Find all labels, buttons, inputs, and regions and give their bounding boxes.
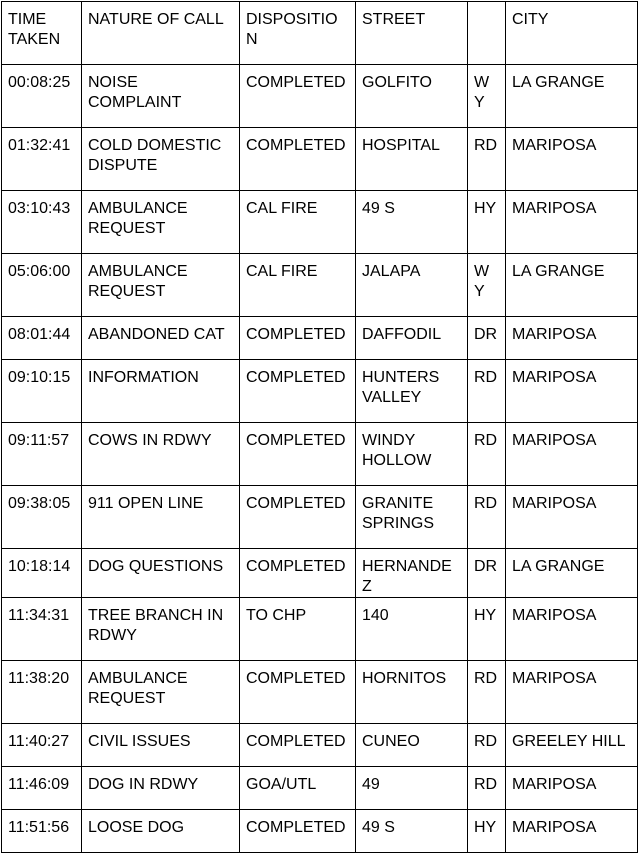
time-cell: 09:11:57 xyxy=(2,423,82,486)
street-cell: HORNITOS xyxy=(356,661,468,724)
disposition-cell: COMPLETED xyxy=(240,549,356,598)
time-cell: 05:06:00 xyxy=(2,254,82,317)
table-row xyxy=(2,661,638,724)
table-row xyxy=(2,767,638,810)
nature-cell: DOG IN RDWY xyxy=(82,767,240,810)
time-cell: 09:10:15 xyxy=(2,360,82,423)
header-city: CITY xyxy=(506,2,638,65)
disposition-cell: CAL FIRE xyxy=(240,191,356,254)
suffix-cell: RD xyxy=(468,661,506,724)
city-cell: GREELEY HILL xyxy=(506,724,638,767)
nature-cell: AMBULANCE REQUEST xyxy=(82,661,240,724)
header-nature: NATURE OF CALL xyxy=(82,2,240,65)
header-disposition: DISPOSITION xyxy=(240,2,356,65)
nature-cell: AMBULANCE REQUEST xyxy=(82,254,240,317)
suffix-cell: RD xyxy=(468,724,506,767)
nature-cell: NOISE COMPLAINT xyxy=(82,65,240,128)
nature-cell: COWS IN RDWY xyxy=(82,423,240,486)
disposition-cell: COMPLETED xyxy=(240,317,356,360)
table-row xyxy=(2,486,638,549)
suffix-cell: DR xyxy=(468,317,506,360)
time-cell: 11:34:31 xyxy=(2,598,82,661)
nature-cell: AMBULANCE REQUEST xyxy=(82,191,240,254)
time-cell: 03:10:43 xyxy=(2,191,82,254)
header-suffix xyxy=(468,2,506,65)
street-cell: 49 xyxy=(356,767,468,810)
disposition-cell: COMPLETED xyxy=(240,423,356,486)
time-cell: 11:40:27 xyxy=(2,724,82,767)
street-cell: 49 S xyxy=(356,810,468,853)
table-row xyxy=(2,724,638,767)
time-cell: 11:46:09 xyxy=(2,767,82,810)
street-cell: HERNANDEZ xyxy=(356,549,468,598)
table-row xyxy=(2,598,638,661)
nature-cell: LOOSE DOG xyxy=(82,810,240,853)
street-cell: HOSPITAL xyxy=(356,128,468,191)
table-row xyxy=(2,317,638,360)
suffix-cell: RD xyxy=(468,128,506,191)
suffix-cell: RD xyxy=(468,423,506,486)
table-row xyxy=(2,65,638,128)
street-cell: JALAPA xyxy=(356,254,468,317)
header-time: TIME TAKEN xyxy=(2,2,82,65)
disposition-cell: CAL FIRE xyxy=(240,254,356,317)
suffix-cell: WY xyxy=(468,65,506,128)
table-row xyxy=(2,254,638,317)
disposition-cell: GOA/UTL xyxy=(240,767,356,810)
header-street: STREET xyxy=(356,2,468,65)
disposition-cell: COMPLETED xyxy=(240,486,356,549)
city-cell: MARIPOSA xyxy=(506,128,638,191)
street-cell: GRANITE SPRINGS xyxy=(356,486,468,549)
time-cell: 11:51:56 xyxy=(2,810,82,853)
disposition-cell: COMPLETED xyxy=(240,65,356,128)
suffix-cell: HY xyxy=(468,598,506,661)
disposition-cell: COMPLETED xyxy=(240,128,356,191)
disposition-cell: COMPLETED xyxy=(240,724,356,767)
time-cell: 01:32:41 xyxy=(2,128,82,191)
street-cell: HUNTERS VALLEY xyxy=(356,360,468,423)
time-cell: 09:38:05 xyxy=(2,486,82,549)
table-row xyxy=(2,360,638,423)
disposition-cell: TO CHP xyxy=(240,598,356,661)
nature-cell: DOG QUESTIONS xyxy=(82,549,240,598)
suffix-cell: WY xyxy=(468,254,506,317)
street-cell: WINDY HOLLOW xyxy=(356,423,468,486)
city-cell: MARIPOSA xyxy=(506,767,638,810)
nature-cell: CIVIL ISSUES xyxy=(82,724,240,767)
suffix-cell: RD xyxy=(468,360,506,423)
table-row xyxy=(2,810,638,853)
city-cell: MARIPOSA xyxy=(506,360,638,423)
city-cell: MARIPOSA xyxy=(506,810,638,853)
time-cell: 11:38:20 xyxy=(2,661,82,724)
street-cell: CUNEO xyxy=(356,724,468,767)
nature-cell: ABANDONED CAT xyxy=(82,317,240,360)
nature-cell: INFORMATION xyxy=(82,360,240,423)
suffix-cell: DR xyxy=(468,549,506,598)
disposition-cell: COMPLETED xyxy=(240,661,356,724)
street-cell: GOLFITO xyxy=(356,65,468,128)
city-cell: MARIPOSA xyxy=(506,598,638,661)
street-cell: 49 S xyxy=(356,191,468,254)
nature-cell: TREE BRANCH IN RDWY xyxy=(82,598,240,661)
disposition-cell: COMPLETED xyxy=(240,360,356,423)
city-cell: LA GRANGE xyxy=(506,549,638,598)
city-cell: LA GRANGE xyxy=(506,254,638,317)
disposition-cell: COMPLETED xyxy=(240,810,356,853)
call-log-table xyxy=(1,1,638,853)
time-cell: 00:08:25 xyxy=(2,65,82,128)
table-row xyxy=(2,128,638,191)
table-row xyxy=(2,191,638,254)
table-row xyxy=(2,549,638,598)
suffix-cell: RD xyxy=(468,767,506,810)
city-cell: MARIPOSA xyxy=(506,661,638,724)
header-row xyxy=(2,2,638,65)
city-cell: MARIPOSA xyxy=(506,191,638,254)
street-cell: DAFFODIL xyxy=(356,317,468,360)
nature-cell: COLD DOMESTIC DISPUTE xyxy=(82,128,240,191)
street-cell: 140 xyxy=(356,598,468,661)
city-cell: MARIPOSA xyxy=(506,486,638,549)
suffix-cell: HY xyxy=(468,191,506,254)
city-cell: MARIPOSA xyxy=(506,423,638,486)
time-cell: 08:01:44 xyxy=(2,317,82,360)
table-row xyxy=(2,423,638,486)
time-cell: 10:18:14 xyxy=(2,549,82,598)
nature-cell: 911 OPEN LINE xyxy=(82,486,240,549)
city-cell: MARIPOSA xyxy=(506,317,638,360)
suffix-cell: RD xyxy=(468,486,506,549)
suffix-cell: HY xyxy=(468,810,506,853)
city-cell: LA GRANGE xyxy=(506,65,638,128)
